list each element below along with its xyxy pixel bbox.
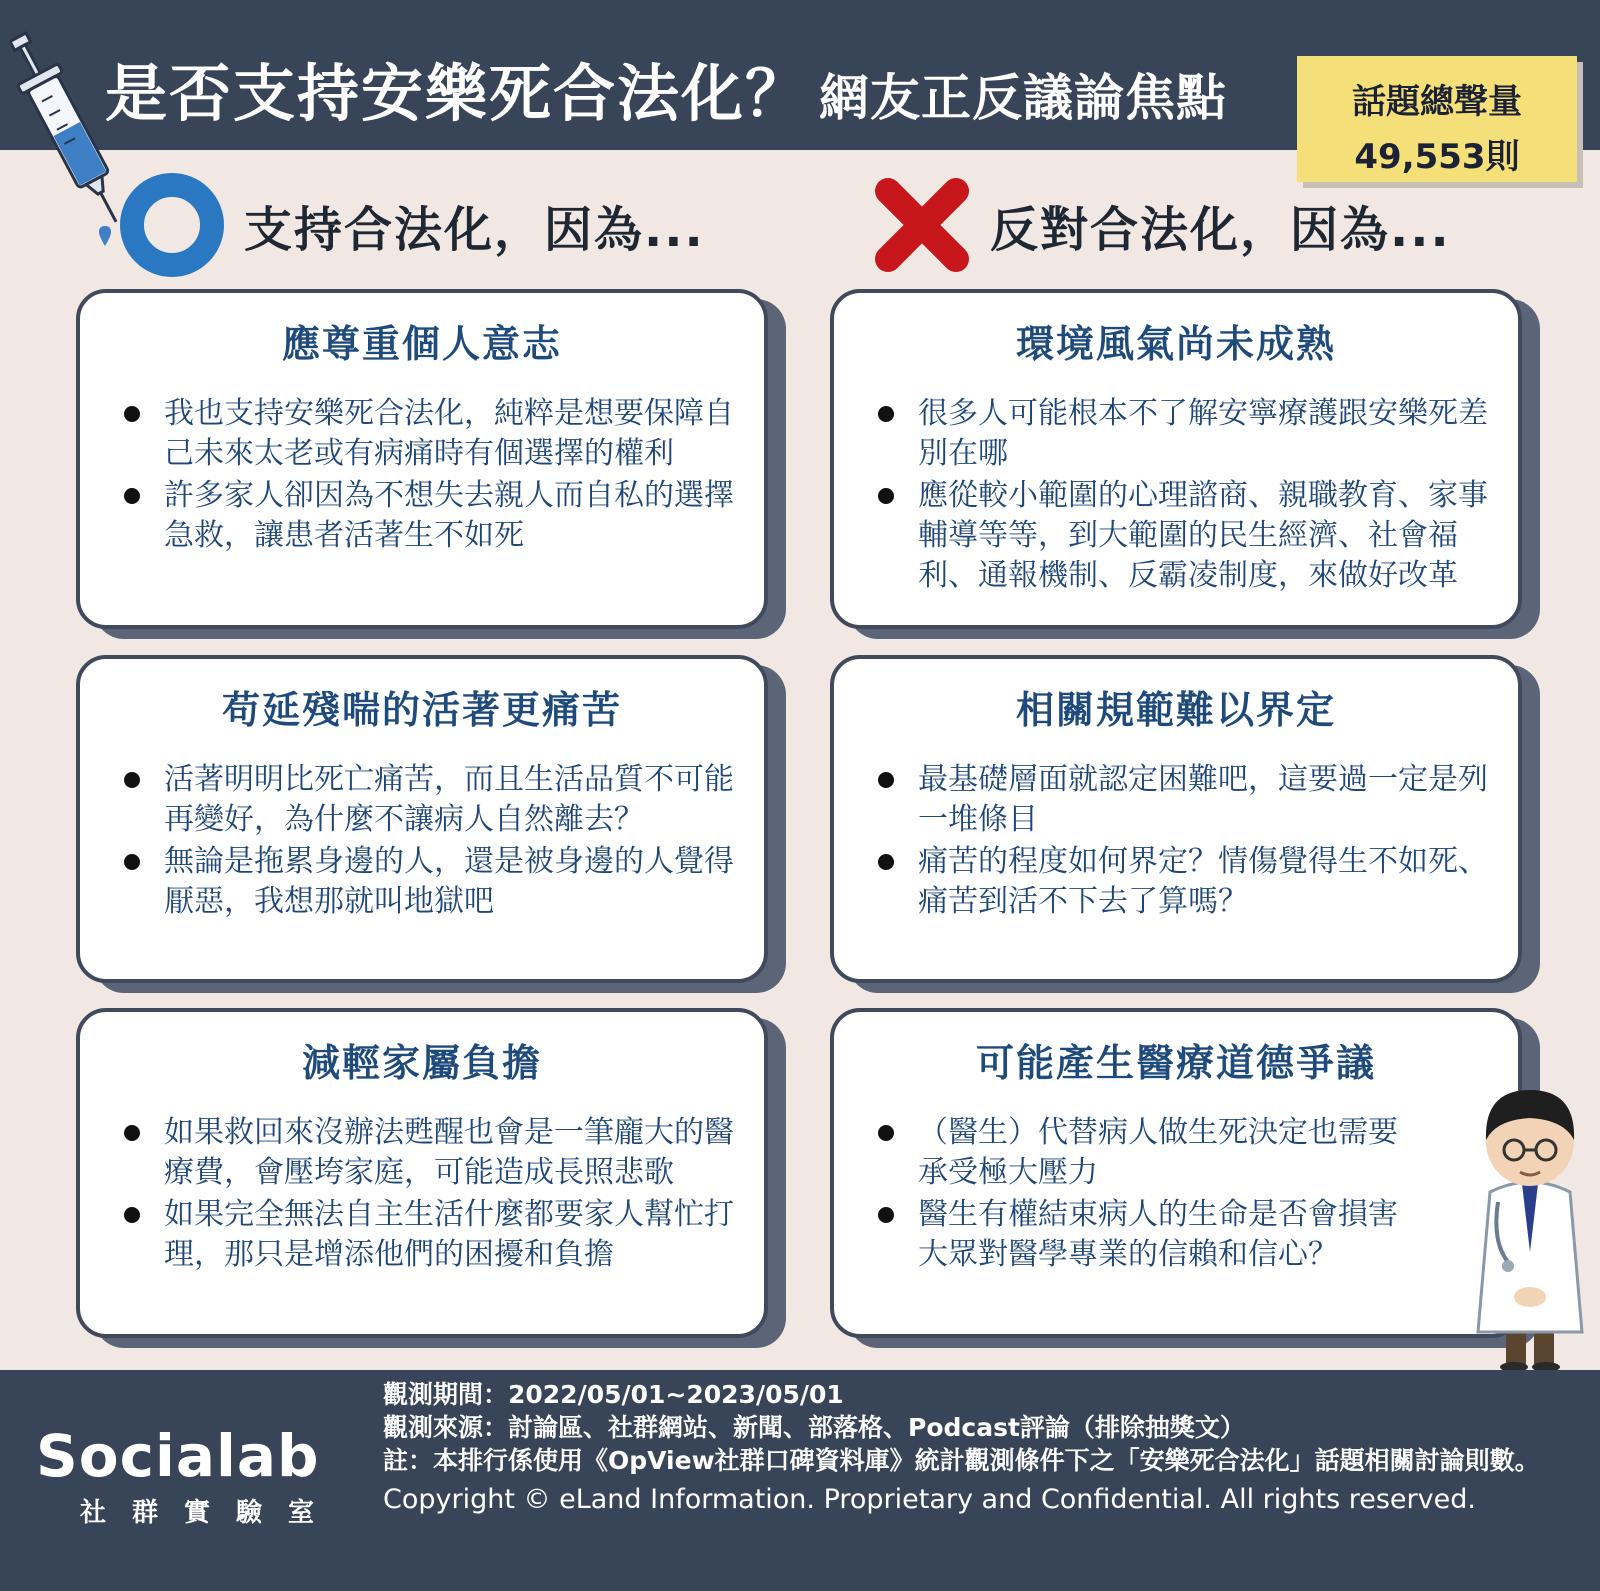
footer-notes xyxy=(383,1378,1573,1516)
volume-badge xyxy=(1297,56,1577,182)
card-points xyxy=(874,760,1488,922)
oppose-card-1 xyxy=(830,289,1522,629)
list-item: 許多家人卻因為不想失去親人而自私的選擇急救，讓患者活著生不如死 xyxy=(120,476,734,556)
oppose-heading xyxy=(872,170,1451,280)
card-points xyxy=(874,394,1488,596)
list-item: 如果救回來沒辦法甦醒也會是一筆龐大的醫療費，會壓垮家庭，可能造成長照悲歌 xyxy=(120,1113,734,1193)
syringe-icon xyxy=(10,20,120,260)
card-points xyxy=(120,394,734,556)
footnote: 註：本排行係使用《OpView社群口碑資料庫》統計觀測條件下之「安樂死合法化」話題相關討論則數。 xyxy=(383,1446,1540,1475)
circle-o-icon xyxy=(118,171,226,279)
cross-x-icon xyxy=(872,175,972,275)
card-title: 可能產生醫療道德爭議 xyxy=(975,1041,1376,1085)
card-title: 應尊重個人意志 xyxy=(281,322,562,366)
list-item: （醫生）代替病人做生死決定也需要承受極大壓力 xyxy=(874,1113,1398,1193)
card-title: 減輕家屬負擔 xyxy=(301,1041,542,1085)
list-item: 很多人可能根本不了解安寧療護跟安樂死差別在哪 xyxy=(874,394,1488,474)
list-item: 最基礎層面就認定困難吧，這要過一定是列一堆條目 xyxy=(874,760,1488,840)
volume-count: 49,553則 xyxy=(1354,137,1520,177)
logo-name: Socialab xyxy=(36,1422,320,1490)
card-title: 苟延殘喘的活著更痛苦 xyxy=(221,688,622,732)
title-sub: 網友正反議論焦點 xyxy=(819,69,1228,127)
list-item: 我也支持安樂死合法化，純粹是想要保障自己未來太老或有病痛時有個選擇的權利 xyxy=(120,394,734,474)
page-title xyxy=(105,44,1285,133)
title-main: 是否支持安樂死合法化？ xyxy=(105,57,810,130)
support-heading xyxy=(118,170,705,280)
observation-period: 觀測期間：2022/05/01~2023/05/01 xyxy=(383,1380,844,1409)
support-card-2 xyxy=(76,655,768,983)
card-points xyxy=(874,1113,1398,1275)
support-label: 支持合法化，因為... xyxy=(244,201,705,258)
support-card-3 xyxy=(76,1008,768,1338)
card-title: 環境風氣尚未成熟 xyxy=(1015,322,1336,366)
doctor-illustration xyxy=(1470,1082,1590,1372)
list-item: 如果完全無法自主生活什麼都要家人幫忙打理，那只是增添他們的困擾和負擔 xyxy=(120,1195,734,1275)
support-card-1 xyxy=(76,289,768,629)
footer-bar xyxy=(0,1370,1600,1591)
card-title: 相關規範難以界定 xyxy=(1015,688,1336,732)
oppose-label: 反對合法化，因為... xyxy=(990,201,1451,258)
card-points xyxy=(120,760,734,922)
volume-label: 話題總聲量 xyxy=(1352,82,1522,122)
copyright: Copyright © eLand Information. Proprietary and Confidential. All rights reserved. xyxy=(383,1484,1476,1515)
socialab-logo xyxy=(36,1422,356,1529)
list-item: 無論是拖累身邊的人，還是被身邊的人覺得厭惡，我想那就叫地獄吧 xyxy=(120,842,734,922)
list-item: 痛苦的程度如何界定？情傷覺得生不如死、痛苦到活不下去了算嗎？ xyxy=(874,842,1488,922)
list-item: 醫生有權結束病人的生命是否會損害大眾對醫學專業的信賴和信心？ xyxy=(874,1195,1398,1275)
observation-source: 觀測來源：討論區、社群網站、新聞、部落格、Podcast評論（排除抽獎文） xyxy=(383,1413,1245,1442)
oppose-card-2 xyxy=(830,655,1522,983)
logo-sub: 社群實驗室 xyxy=(80,1498,341,1528)
card-points xyxy=(120,1113,734,1275)
list-item: 應從較小範圍的心理諮商、親職教育、家事輔導等等，到大範圍的民生經濟、社會福利、通報機制、反霸凌制度，來做好改革 xyxy=(874,476,1488,596)
list-item: 活著明明比死亡痛苦，而且生活品質不可能再變好，為什麼不讓病人自然離去？ xyxy=(120,760,734,840)
oppose-card-3 xyxy=(830,1008,1522,1338)
